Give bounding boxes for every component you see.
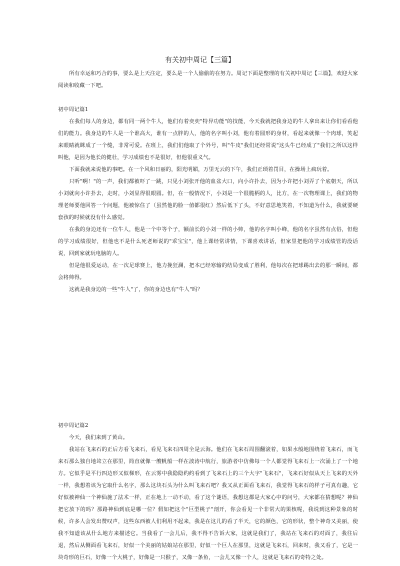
body-paragraph: 下面我就来说他的事吧。在一个风和日丽的，阳光明媚，万里无云的下午，我们正琐着罚目，在操场上疯玩着。	[69, 167, 333, 173]
body-paragraph: 但是他很爱运动，在一次足球赛上，他力挽狂澜，把本已经寒输的结局变成了胜利，他每次在把球踢出去的那一瞬间，都会将帅得。	[58, 263, 358, 281]
body-paragraph: 今天，我们来到了黄山。	[69, 435, 129, 441]
body-paragraph: 只听"啊！"的一声，我们都被吓了一跳，只见小刘张开他的血盆大口，向小许扑去，因为小许把小刘弄了个底朝天，所以小刘就向小许扑去，走时，小刘显得很眼圆。但，在一般情况下，小刘是一个很脆柄的人，比方，在一次物理课上，我们的物理老师要他回答一个问题，他被惊住了（虽然他的脸一值都很红）然后低下了头，不好意思地笑着，不知道为什么，我就要硬套孩的时候就没有什么感觉。	[58, 179, 358, 221]
intro-block	[58, 68, 358, 92]
body-paragraph: 这就是我身边的一些"牛人"了，你的身边也有"牛人"吗？	[69, 287, 203, 293]
section-heading: 初中周记篇2	[58, 423, 89, 429]
section-heading: 初中周记篇1	[58, 107, 89, 113]
page-title: 有关初中周记【三篇】	[165, 56, 235, 64]
section-2	[58, 420, 358, 564]
body-paragraph: 在我的身边还有一位牛人，他是一个中等个子，额前长的小刘一样的小帅，他的名字叫小峰，他的名字虽然有点俗，但他的学习成绩很好，但他也不是什么死老师说的"乖宝宝"，他上课经常讲情，下课喜欢讲话，但家里把他的学习成绩管的没话说，回到家就玩电脑的人。	[58, 227, 358, 257]
body-paragraph: 我站在飞来石的正后方看飞来石，看见飞来石四周全是云海。他们在飞来石周围翻滚着，如果水般地围绕着飞来石，而飞来石那么独自地耸立在那里，简直就像一艘帆船一样在波涛中航行，旅游者中仿佛每一个人都觉得飞来石上一次涌上了一个地方。它似乎是平行四边形又似梯形，在云雾中我隐隐约约看到了飞来石上的三个大字"飞来石"，飞来石好似从天上飞来的天外一样，我想着该为它取什么名字，那么这块石头为什么叫飞来石吧？我又从正面看飞来石，我觉得飞来石的样子可真有趣，它好似被神仙一个神仙施了法术一样，正在地上一动不动，看了这个谜语，我想这都是大家心中的问号，大家都在猜想呢？神仙把它放下的吗？那路神仙到底是哪一位？假如把这个"巨型桃子"剖开，你会看见一个非常大的果核呢，我说到这种景象的时候，许多人会发出赞叹声，这些东西被人们利用不起来，我是在这儿的看了半天，它的颜色，它的形状，整个神奇又美丽，使我不知道该从什么地方来描述它。当我看了一会儿后，我不得不告诉大家，这就是我们了，我站在飞来石的对面了，我往后退，然后从侧面看飞来石，好似一个美丽的姑娘站在那里，好似一个巨人在那里，这就是飞来石，回来时，我又看了，它是一块奇形的巨石，好像一个大桃子，好像是一只猴子，又像一条鱼，一会儿又像一个人，这就是飞来石的奇特之处。	[58, 447, 358, 561]
section-1	[58, 104, 358, 296]
body-paragraph: 在我们每人的身边，都有同一两个牛人，他们有着奕奕"特异功能"的技能，今天我就把我身边的牛人拿出来让你们看看他们的能力。我身边的牛人是一个谁高大，谁有一点胖的人，他的名字叫小刘，他有着圆形的身材，看起来就像一个肉球，笑起来眼睛就眯成了一个缝，非常可爱。在班上，我们们他取了个外号，叫"牛皮"我们还经常说"这头牛已经成了"我们之所以这样叫他，是因为他长的健壮，学习成绩也不是很好，但他很重义气。	[58, 119, 358, 161]
intro-paragraph: 所有幸运和巧合的事，要么是上天注定，要么是一个人偷偷的在努力。周记下面是整理的有关初中周记【三篇】，欢迎大家阅读和收藏一下吧。	[58, 71, 358, 89]
